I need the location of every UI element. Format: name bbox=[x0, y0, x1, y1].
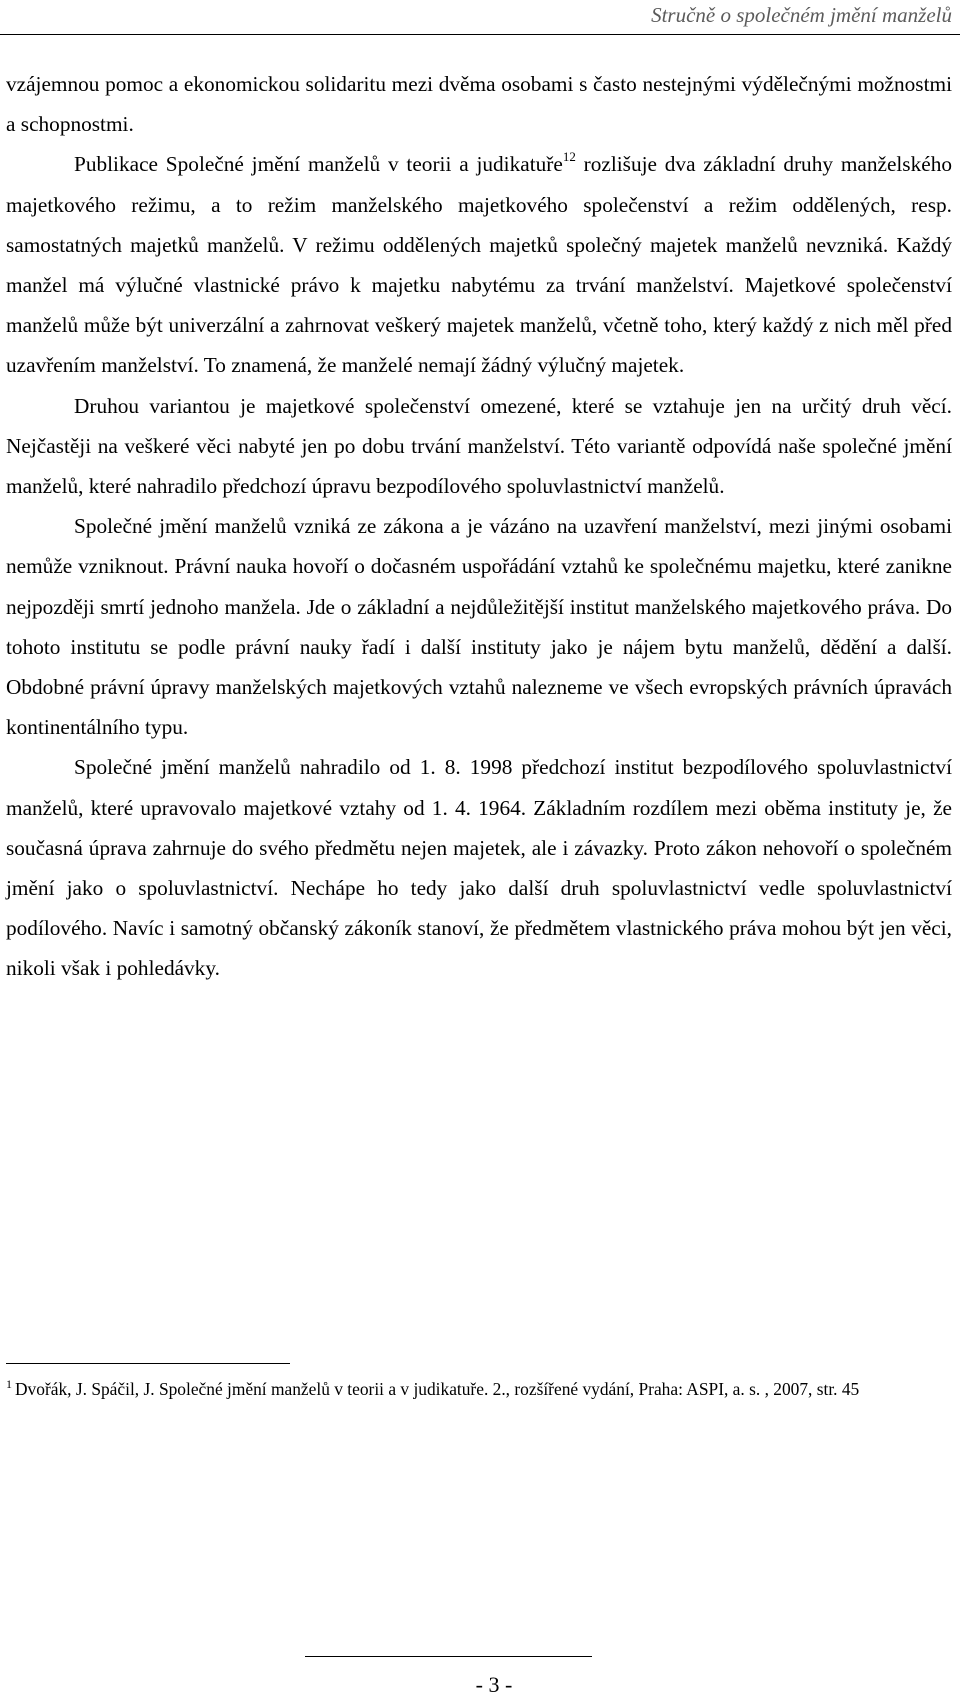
paragraph-2-rest: rozlišuje dva základní druhy manželského majetkového režimu, a to režim manželského majetkového společenství a režim oddělených, resp. samostatných majetků manželů. V režimu oddělených majetků společný majetek manželů nevzniká. Každý manžel má výlučné vlastnické právo k majetku nabytému za trvání manželství. Majetkové společenství manželů může být univerzální a zahrnovat veškerý majetek manželů, včetně toho, který každý z nich měl před uzavřením manželství. To znamená, že manželé nemají žádný výlučný majetek. bbox=[6, 152, 952, 378]
paragraph-5: Společné jmění manželů nahradilo od 1. 8. 1998 předchozí institut bezpodílového spoluvlastnictví manželů, které upravovalo majetkové vztahy od 1. 4. 1964. Základním rozdílem mezi oběma instituty je, že současná úprava zahrnuje do svého předmětu nejen majetek, ale i závazky. Proto zákon nehovoří o společném jmění jako o spoluvlastnictví. Nechápe ho tedy jako další druh spoluvlastnictví vedle spoluvlastnictví podílového. Navíc i samotný občanský zákoník stanoví, že předmětem vlastnického práva mohou být jen věci, nikoli však i pohledávky. bbox=[6, 755, 952, 981]
paragraph-3: Druhou variantou je majetkové společenství omezené, které se vztahuje jen na určitý druh věcí. Nejčastěji na veškeré věci nabyté jen po dobu trvání manželství. Této variantě odpovídá naše společné jmění manželů, které nahradilo předchozí úpravu bezpodílového spoluvlastnictví manželů. bbox=[6, 393, 952, 499]
page-number: - 3 - bbox=[475, 1672, 513, 1697]
footnote-number: 1 bbox=[6, 1377, 12, 1391]
footer-divider bbox=[305, 1656, 592, 1657]
paragraph-1: vzájemnou pomoc a ekonomickou solidaritu mezi dvěma osobami s často nestejnými výdělečnými možnostmi a schopnostmi. bbox=[6, 72, 952, 137]
paragraph-4: Společné jmění manželů vzniká ze zákona a je vázáno na uzavření manželství, mezi jinými osobami nemůže vzniknout. Právní nauka hovoří o dočasném uspořádání vztahů ke společnému majetku, které zanikne nejpozději smrtí jednoho manžela. Jde o základní a nejdůležitější institut manželského majetkového práva. Do tohoto institutu se podle právní nauky řadí i další instituty jako je nájem bytu manželů, dědění a další. Obdobné právní úpravy manželských majetkových vztahů nalezneme ve všech evropských právních úpravách kontinentálního typu. bbox=[6, 514, 952, 740]
footnote-divider bbox=[6, 1363, 290, 1364]
footnote-text: Dvořák, J. Spáčil, J. Společné jmění manželů v teorii a v judikatuře. 2., rozšířené vydání, Praha: ASPI, a. s. , 2007, str. 45 bbox=[15, 1379, 860, 1399]
footnote bbox=[6, 1376, 946, 1402]
paragraph-2 bbox=[6, 144, 952, 385]
paragraph-2-start: Publikace Společné jmění manželů v teorii a judikatuře bbox=[74, 152, 563, 177]
body-text bbox=[6, 64, 952, 989]
header-divider bbox=[0, 34, 960, 35]
running-header: Stručně o společném jmění manželů bbox=[651, 3, 952, 27]
footnote-reference: 12 bbox=[562, 149, 576, 165]
